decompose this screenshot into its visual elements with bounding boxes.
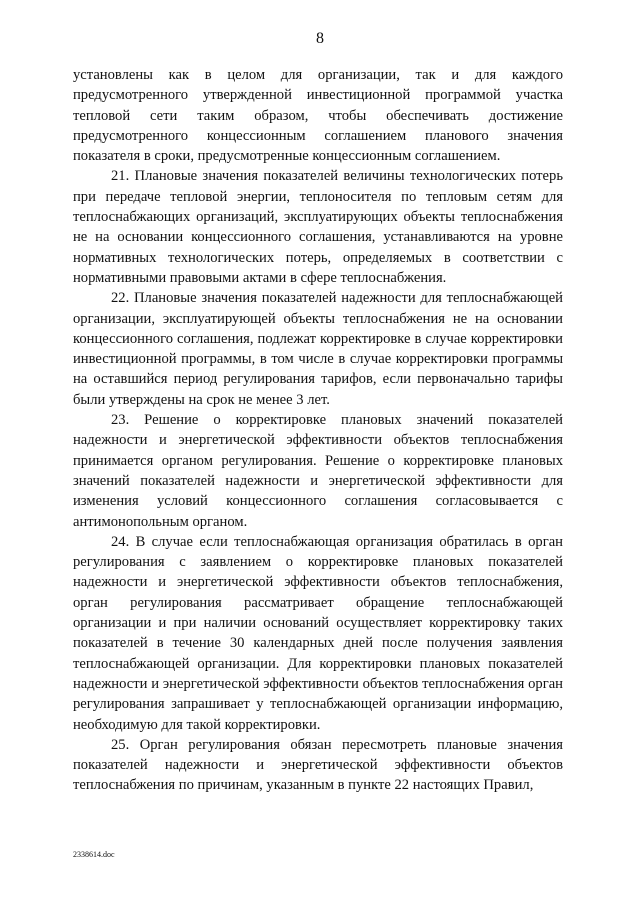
paragraph-21: 21. Плановые значения показателей величины технологических потерь при передаче тепловой энергии, теплоносителя по тепловым сетям для теплоснабжающих организаций, эксплуатирующих объекты теплоснабжения не на основании концессионного соглашения, устанавливаются на уровне нормативных технологических потерь, определяемых в соответствии с нормативными правовыми актами в сфере теплоснабжения. xyxy=(73,168,563,286)
paragraph-23: 23. Решение о корректировке плановых значений показателей надежности и энергетической эффективности объектов теплоснабжения принимается органом регулирования. Решение о корректировке плановых значений показателей надежности и энергетической эффективности для изменения условий концессионного соглашения согласовывается с антимонопольным органом. xyxy=(73,412,563,530)
footer-document-code: 2338614.doc xyxy=(73,850,115,859)
document-body xyxy=(73,65,563,796)
page-number: 8 xyxy=(316,30,324,47)
paragraph-24: 24. В случае если теплоснабжающая организация обратилась в орган регулирования с заявлением о корректировке плановых показателей надежности и энергетической эффективности объектов теплоснабжения, орган регулирования рассматривает обращение теплоснабжающей организации и при наличии оснований осуществляет корректировку таких показателей в течение 30 календарных дней после получения заявления теплоснабжающей организации. Для корректировки плановых показателей надежности и энергетической эффективности объектов теплоснабжения орган регулирования запрашивает у теплоснабжающей организации информацию, необходимую для такой корректировки. xyxy=(73,533,563,733)
paragraph-25: 25. Орган регулирования обязан пересмотреть плановые значения показателей надежности и энергетической эффективности объектов теплоснабжения по причинам, указанным в пункте 22 настоящих Правил, xyxy=(73,736,563,794)
paragraph-22: 22. Плановые значения показателей надежности для теплоснабжающей организации, эксплуатирующей объекты теплоснабжения не на основании концессионного соглашения, подлежат корректировке в случае корректировки инвестиционной программы, в том числе в случае корректировки программы на оставшийся период регулирования тарифов, если первоначально тарифы были утверждены на срок не менее 3 лет. xyxy=(73,290,563,408)
paragraph-continuation: установлены как в целом для организации, так и для каждого предусмотренного утвержденной инвестиционной программой участка тепловой сети таким образом, чтобы обеспечивать достижение предусмотренного концессионным соглашением планового значения показателя в сроки, предусмотренные концессионным соглашением. xyxy=(73,67,563,165)
